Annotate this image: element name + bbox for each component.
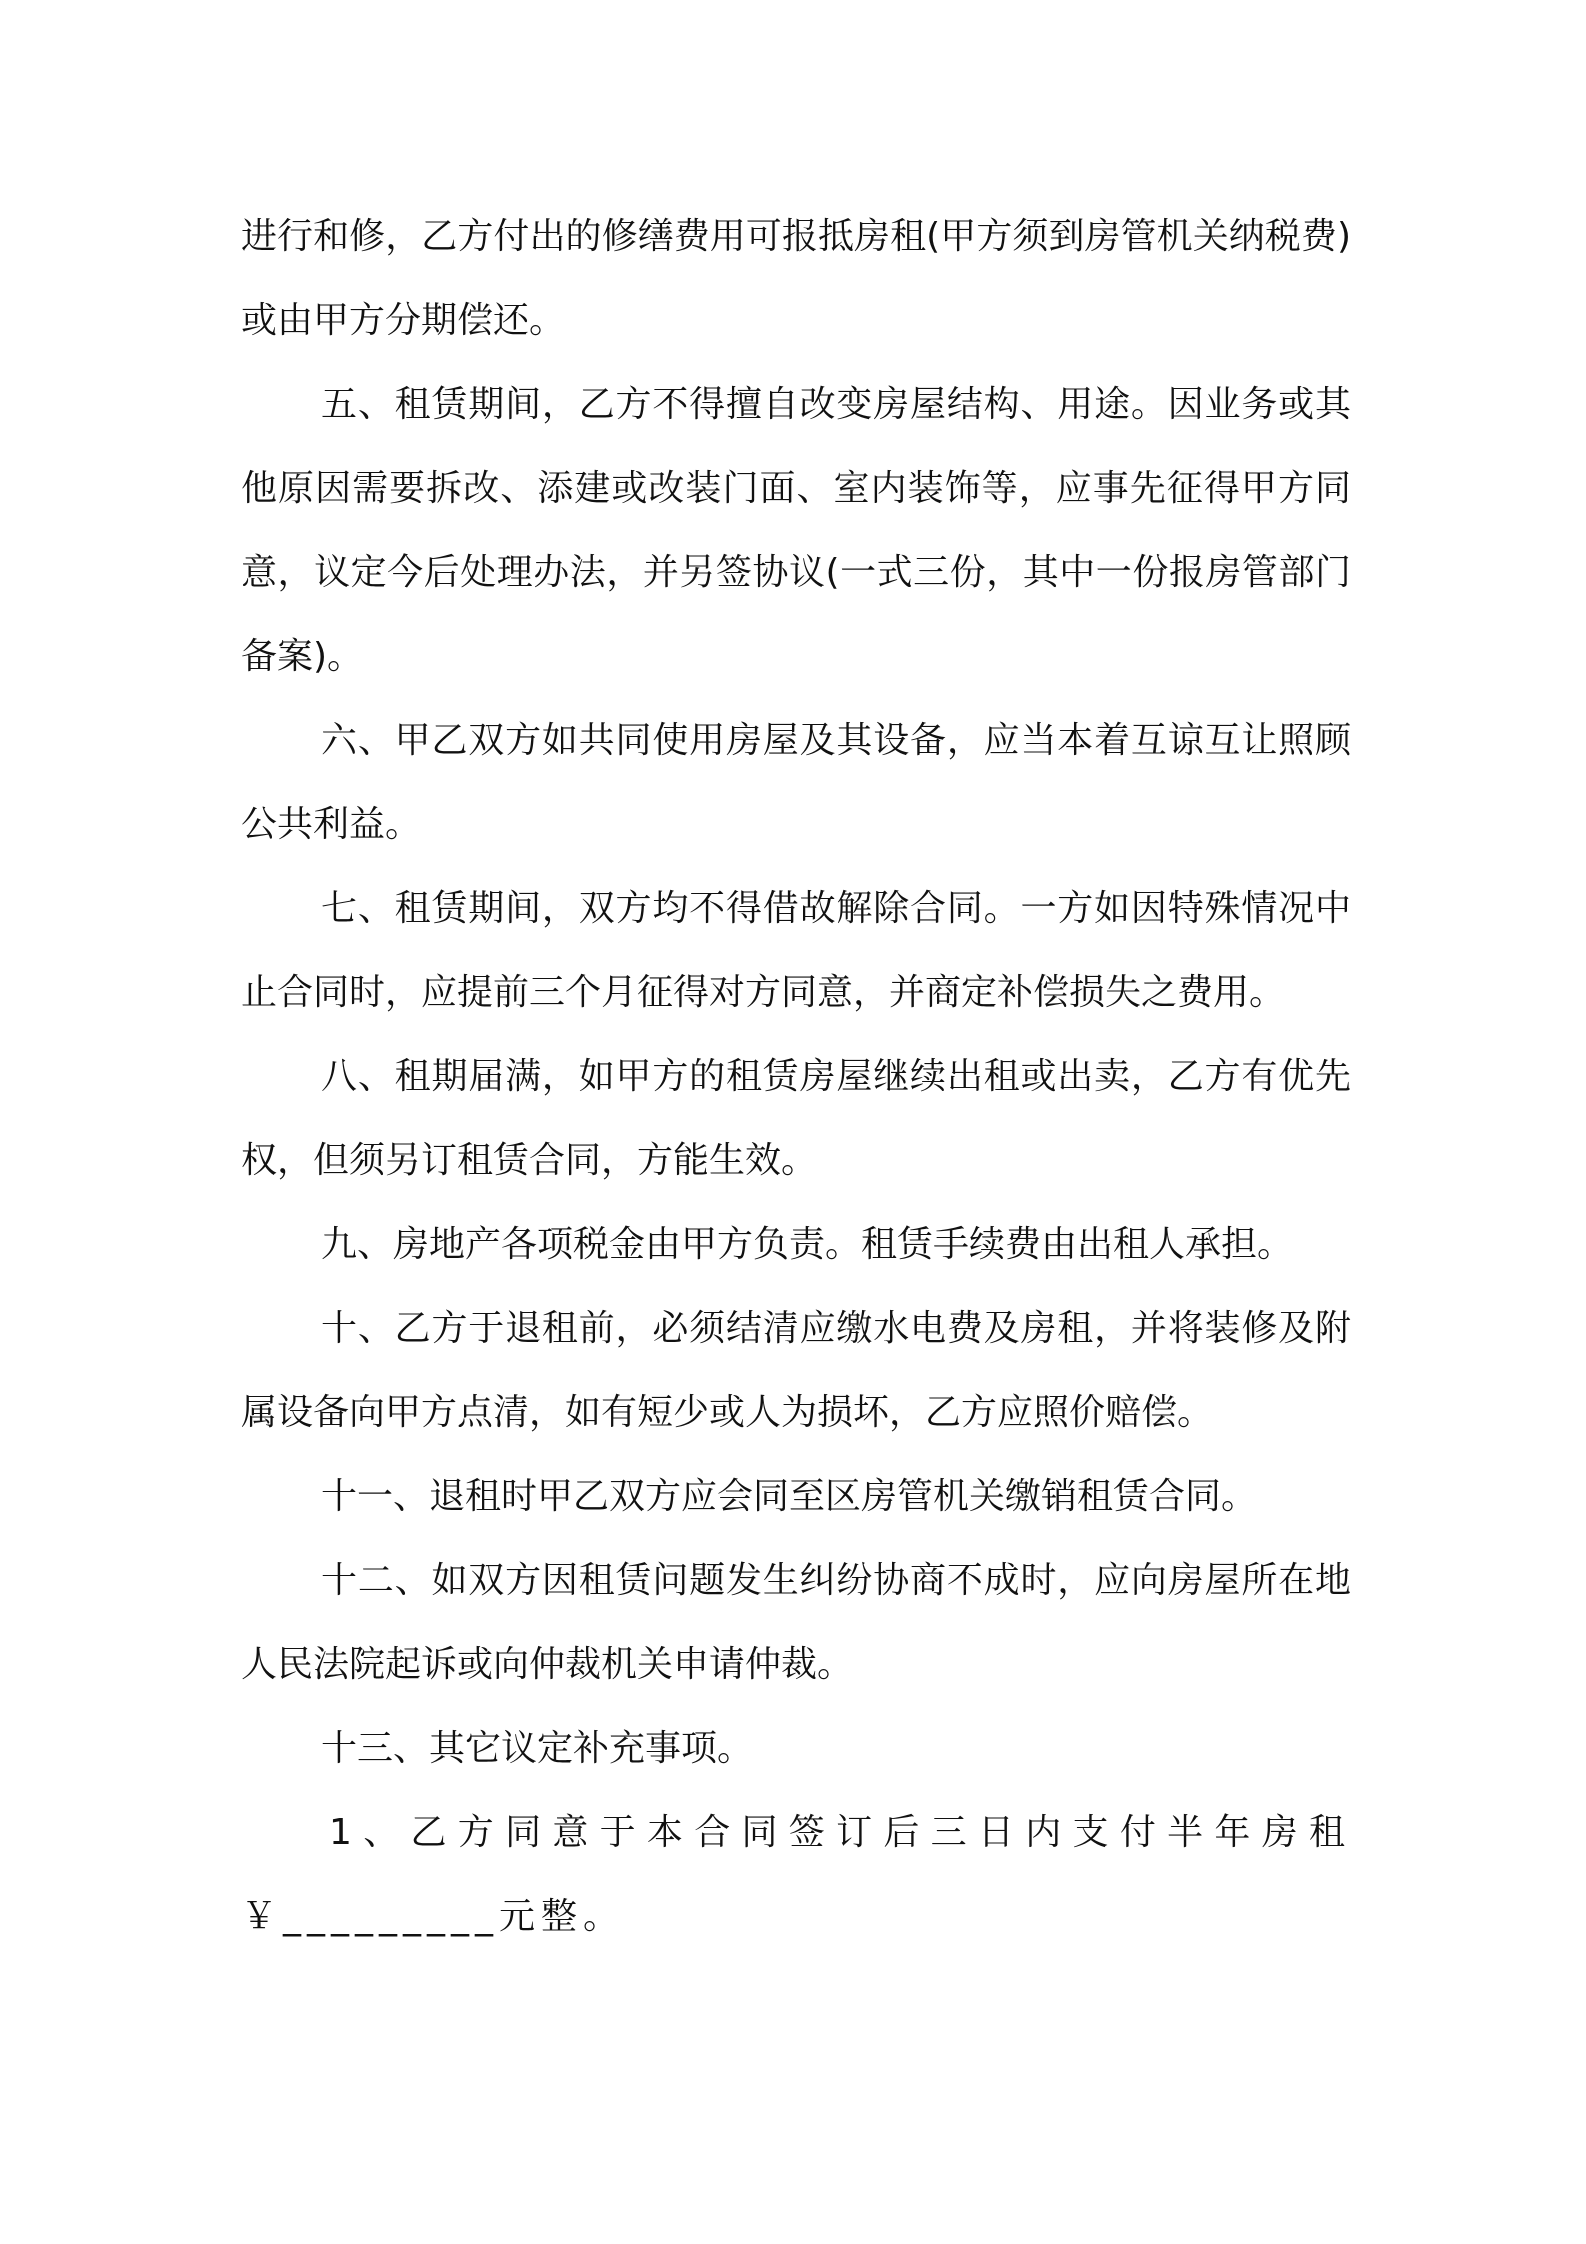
clause-8-lease-expiry: 八、租期届满，如甲方的租赁房屋继续出租或出卖，乙方有优先权，但须另订租赁合同，方能生效。: [241, 1056, 1351, 1181]
paragraph-repair-continued: 进行和修，乙方付出的修缮费用可报抵房租(甲方须到房管机关纳税费)或由甲方分期偿还。: [241, 216, 1351, 341]
supplementary-item-1-rent-payment: 1、乙方同意于本合同签订后三日内支付半年房租￥_________元整。: [241, 1812, 1351, 1937]
contract-body: [241, 195, 1351, 1959]
clause-11-cancellation: 十一、退租时甲乙双方应会同至区房管机关缴销租赁合同。: [321, 1476, 1258, 1517]
clause-10-move-out: 十、乙方于退租前，必须结清应缴水电费及房租，并将装修及附属设备向甲方点清，如有短少或人为损坏，乙方应照价赔偿。: [241, 1308, 1351, 1433]
clause-5-structure-changes: 五、租赁期间，乙方不得擅自改变房屋结构、用途。因业务或其他原因需要拆改、添建或改装门面、室内装饰等，应事先征得甲方同意，议定今后处理办法，并另签协议(一式三份，其中一份报房管部门备案)。: [241, 384, 1351, 677]
clause-7-termination: 七、租赁期间，双方均不得借故解除合同。一方如因特殊情况中止合同时，应提前三个月征得对方同意，并商定补偿损失之费用。: [241, 888, 1351, 1013]
clause-9-taxes: 九、房地产各项税金由甲方负责。租赁手续费由出租人承担。: [321, 1224, 1294, 1265]
clause-13-supplementary: 十三、其它议定补充事项。: [321, 1728, 754, 1769]
clause-6-shared-use: 六、甲乙双方如共同使用房屋及其设备，应当本着互谅互让照顾公共利益。: [241, 720, 1351, 845]
clause-12-disputes: 十二、如双方因租赁问题发生纠纷协商不成时，应向房屋所在地人民法院起诉或向仲裁机关申请仲裁。: [241, 1560, 1351, 1685]
